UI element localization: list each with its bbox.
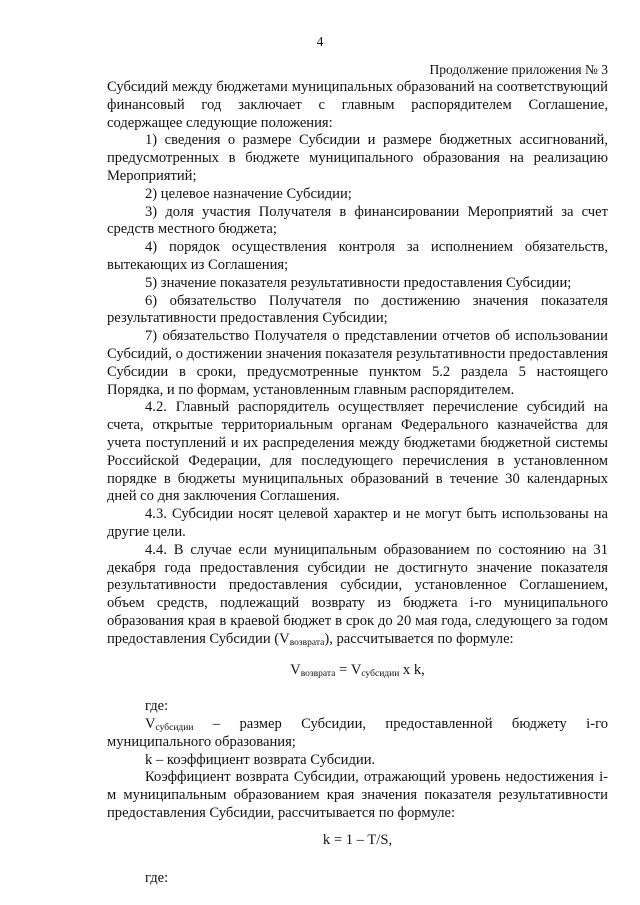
paragraph-4-4-subscript: возврата [289, 637, 325, 648]
formula-equals-v: = V [335, 661, 362, 678]
definition-v-text: – размер Субсидии, предоставленной бюджету i-го муниципального образования; [107, 716, 608, 750]
formula-v-subscript: возврата [300, 668, 336, 679]
paragraph-4-2: 4.2. Главный распорядитель осуществляет перечисление субсидий на счета, открытые территориальным органам Федерального казначейства для учета поступлений и их распределения между бюджетами бюджетной системы Российской Федерации, для последующего перечисления в установленном порядке в бюджеты муниципальных образований в течение 30 календарных дней со дня заключения Соглашения. [107, 399, 608, 505]
definition-v-subscript: субсидии [155, 723, 194, 734]
formula-coefficient: k = 1 – T/S, [322, 831, 393, 848]
formula-tail: x k, [399, 661, 425, 678]
paragraph-4-4 [107, 542, 608, 649]
where-label-2: где: [145, 869, 169, 886]
formula-return-volume [107, 662, 608, 680]
list-item-4: 4) порядок осуществления контроля за исполнением обязательств, вытекающих из Соглашения; [107, 239, 608, 273]
list-item-5: 5) значение показателя результативности предоставления Субсидии; [145, 274, 572, 291]
page-number: 4 [316, 34, 324, 49]
list-item-6: 6) обязательство Получателя по достижению значения показателя результативности предоставления Субсидии; [107, 292, 608, 327]
paragraph-intro: Субсидий между бюджетами муниципальных образований на соответствующий финансовый год заключает с главным распорядителем Соглашение, содержащее следующие положения: [107, 79, 608, 131]
appendix-note: Продолжение приложения № 3 [429, 62, 608, 77]
document-body [107, 79, 608, 887]
where-label-1: где: [145, 698, 169, 715]
list-item-1: 1) сведения о размере Субсидии и размере бюджетных ассигнований, предусмотренных в бюджете муниципального образования на реализацию Мероприятий; [107, 132, 608, 184]
paragraph-coefficient: Коэффициент возврата Субсидии, отражающий уровень недостижения i-м муниципальным образованием края значения показателя результативности предоставления Субсидии, рассчитывается по формуле: [107, 769, 608, 822]
list-item-3: 3) доля участия Получателя в финансировании Мероприятий за счет средств местного бюджета; [107, 203, 608, 238]
definition-v-subsidy [107, 716, 608, 752]
definition-v-letter: V [145, 716, 156, 733]
formula-v: V [290, 661, 301, 678]
paragraph-4-4-tail: ), рассчитывается по формуле: [324, 630, 514, 647]
formula-v2-subscript: субсидии [361, 668, 400, 679]
list-item-7: 7) обязательство Получателя о представлении отчетов об использовании Субсидий, о достижении значения показателя результативности предоставления Субсидии в сроки, предусмотренные пунктом 5.2 раздела 5 настоящего Порядка, и по формам, установленным главным распорядителем. [107, 328, 608, 398]
paragraph-4-3: 4.3. Субсидии носят целевой характер и не могут быть использованы на другие цели. [107, 506, 608, 540]
paragraph-4-4-text: 4.4. В случае если муниципальным образованием по состоянию на 31 декабря года предоставления субсидии не достигнуто значение показателя результативности предоставления субсидии, установленное Соглашением, объем средств, подлежащий возврату из бюджета i-го муниципального образования края в краевой бюджет в срок до 20 мая года, следующего за годом предоставления Субсидии (V [107, 541, 608, 647]
list-item-2: 2) целевое назначение Субсидии; [145, 185, 352, 202]
definition-k: k – коэффициент возврата Субсидии. [145, 751, 376, 768]
